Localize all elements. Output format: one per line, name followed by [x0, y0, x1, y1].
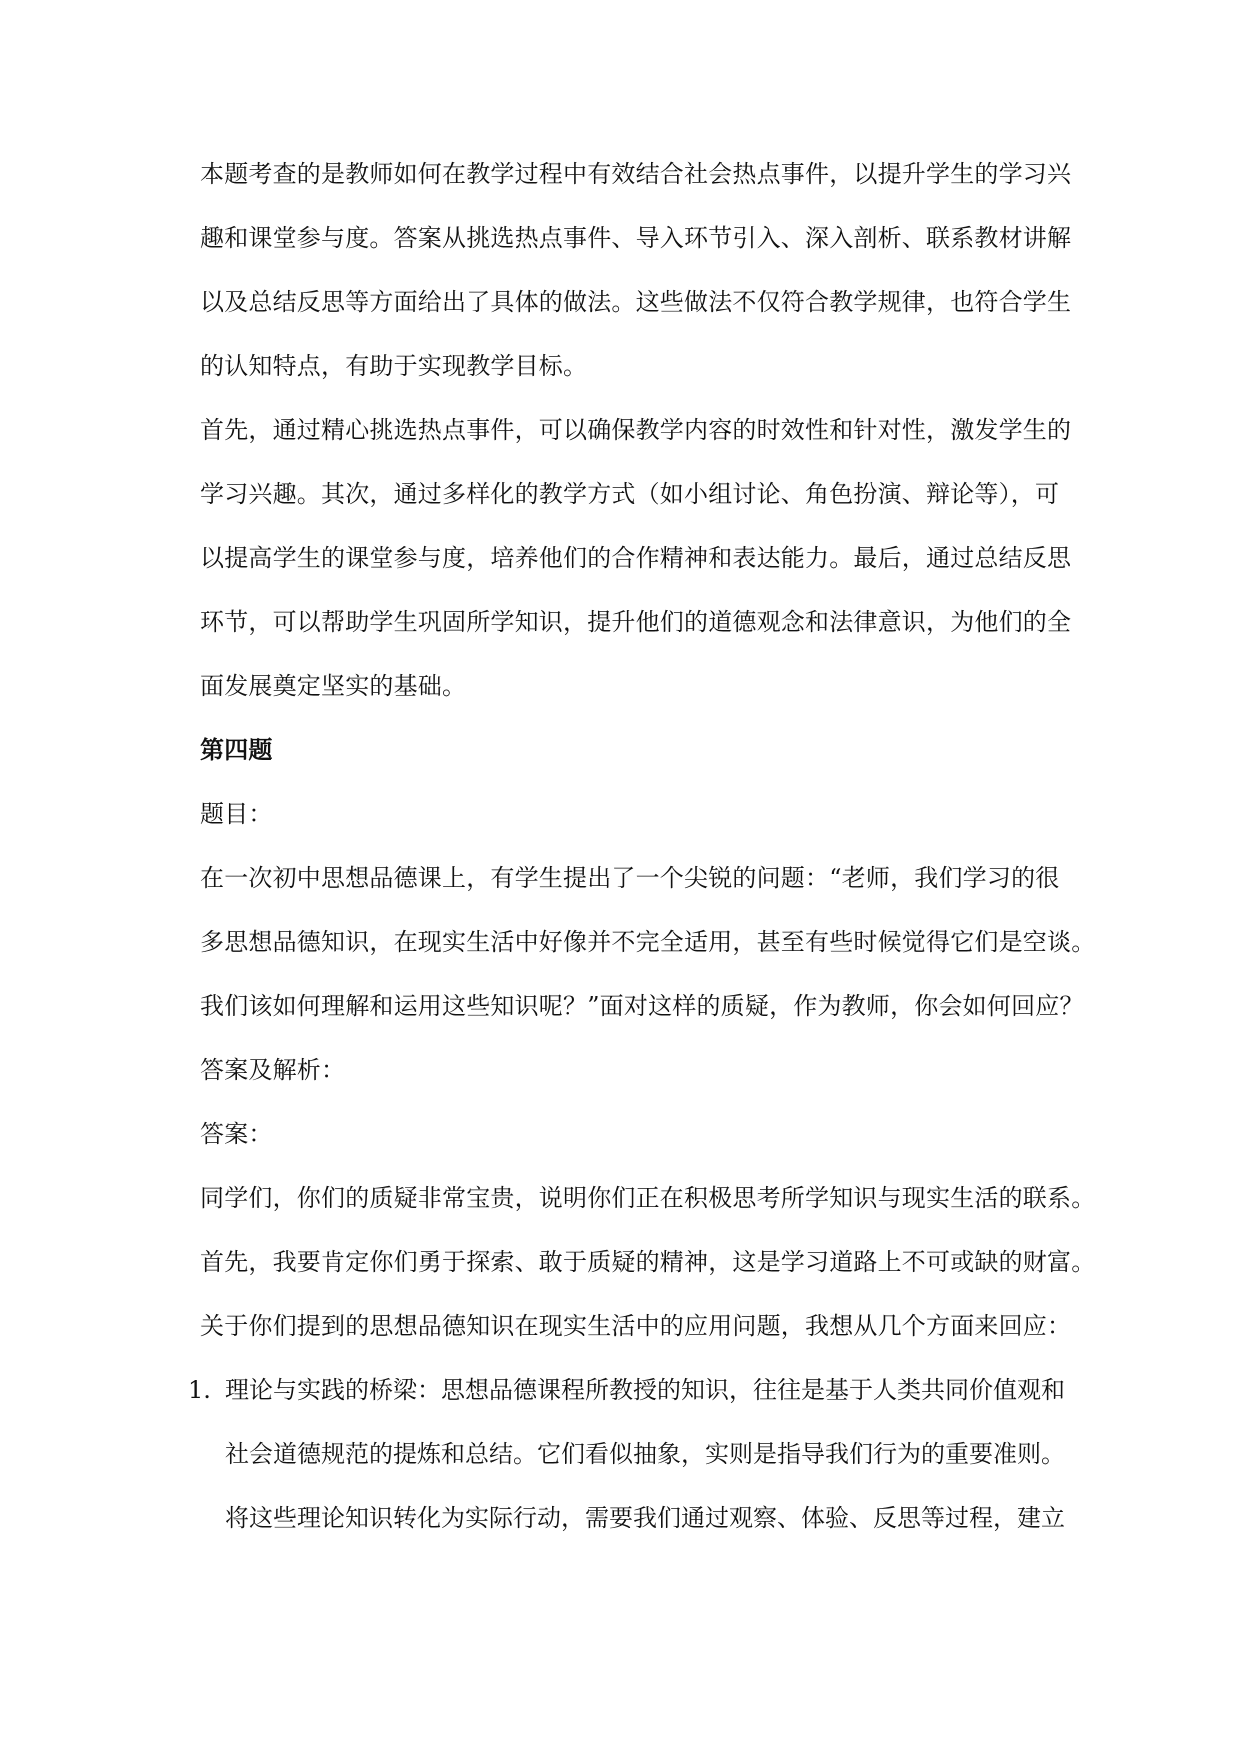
paragraph-analysis-detail — [200, 398, 1090, 718]
list-text-line: 将这些理论知识转化为实际行动，需要我们通过观察、体验、反思等过程，建立 — [225, 1504, 1065, 1532]
question-text — [200, 846, 1096, 1038]
text-line: 趣和课堂参与度。答案从挑选热点事件、导入环节引入、深入剖析、联系教材讲解 — [200, 224, 1072, 252]
list-text-line: 社会道德规范的提炼和总结。它们看似抽象，实则是指导我们行为的重要准则。 — [225, 1440, 1065, 1468]
text-line: 的认知特点，有助于实现教学目标。 — [200, 352, 588, 380]
text-line: 环节，可以帮助学生巩固所学知识，提升他们的道德观念和法律意识，为他们的全 — [200, 608, 1072, 636]
text-line: 以提高学生的课堂参与度，培养他们的合作精神和表达能力。最后，通过总结反思 — [200, 544, 1072, 572]
text-line: 首先，通过精心挑选热点事件，可以确保教学内容的时效性和针对性，激发学生的 — [200, 416, 1072, 444]
text-line: 我们该如何理解和运用这些知识呢？”面对这样的质疑，作为教师，你会如何回应？ — [200, 992, 1084, 1020]
text-line: 关于你们提到的思想品德知识在现实生活中的应用问题，我想从几个方面来回应： — [200, 1312, 1072, 1340]
list-number: 1. — [188, 1376, 211, 1404]
paragraph-analysis-summary — [200, 142, 1090, 398]
list-text-line: 理论与实践的桥梁：思想品德课程所教授的知识，往往是基于人类共同价值观和 — [225, 1376, 1065, 1404]
answer-label: 答案： — [200, 1120, 273, 1148]
text-line: 首先，我要肯定你们勇于探索、敢于质疑的精神，这是学习道路上不可或缺的财富。 — [200, 1248, 1096, 1276]
text-line: 学习兴趣。其次，通过多样化的教学方式（如小组讨论、角色扮演、辩论等），可 — [200, 480, 1060, 508]
text-line: 本题考查的是教师如何在教学过程中有效结合社会热点事件，以提升学生的学习兴 — [200, 160, 1072, 188]
numbered-list-item — [188, 1358, 1090, 1550]
text-line: 在一次初中思想品德课上，有学生提出了一个尖锐的问题：“老师，我们学习的很 — [200, 864, 1060, 892]
question-label: 题目： — [200, 800, 273, 828]
text-line: 同学们，你们的质疑非常宝贵，说明你们正在积极思考所学知识与现实生活的联系。 — [200, 1184, 1096, 1212]
section-heading: 第四题 — [200, 735, 273, 764]
text-line: 以及总结反思等方面给出了具体的做法。这些做法不仅符合教学规律，也符合学生 — [200, 288, 1072, 316]
text-line: 多思想品德知识，在现实生活中好像并不完全适用，甚至有些时候觉得它们是空谈。 — [200, 928, 1096, 956]
answer-analysis-label: 答案及解析： — [200, 1056, 346, 1084]
answer-text — [200, 1166, 1096, 1358]
document-content — [188, 142, 1096, 1550]
text-line: 面发展奠定坚实的基础。 — [200, 672, 467, 700]
